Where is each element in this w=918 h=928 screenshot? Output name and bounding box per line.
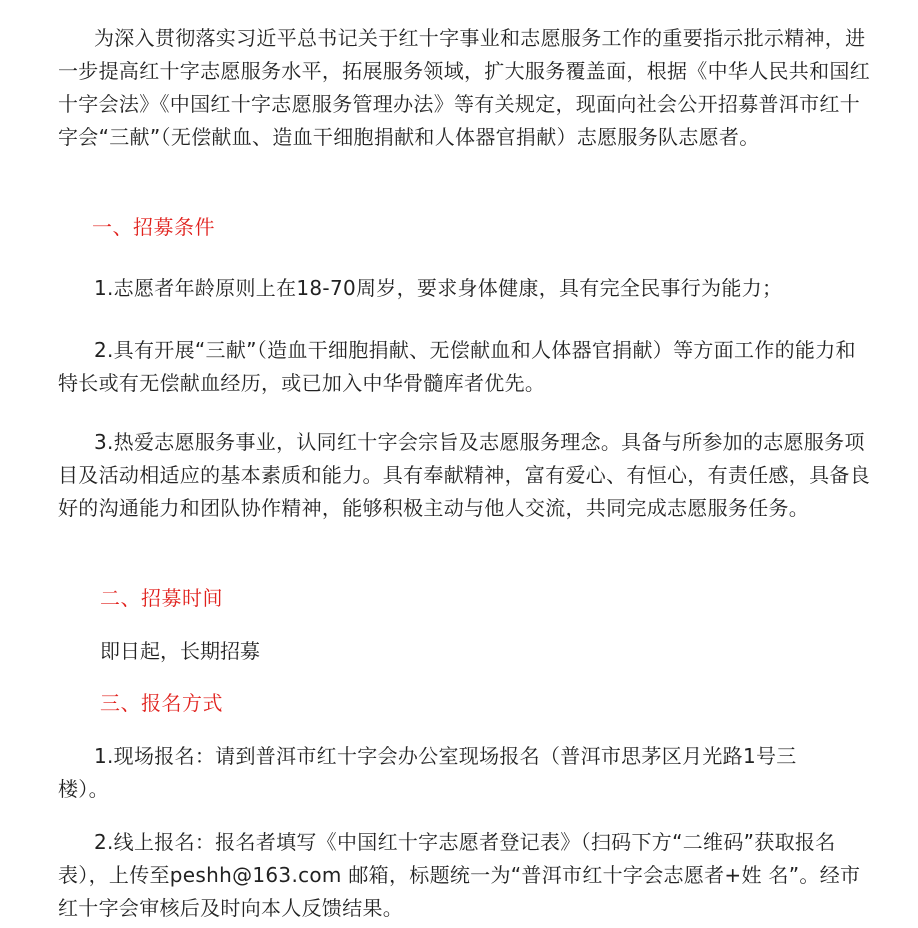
- condition-item-3: 3.热爱志愿服务事业，认同红十字会宗旨及志愿服务理念。具备与所参加的志愿服务项目及活动相适应的基本素质和能力。具有奉献精神，富有爱心、有恒心，有责任感，具备良好的沟通能力和团队协作精神，能够积极主动与他人交流，共同完成志愿服务任务。: [58, 430, 870, 520]
- intro-paragraph: 为深入贯彻落实习近平总书记关于红十字事业和志愿服务工作的重要指示批示精神，进一步提高红十字志愿服务水平，拓展服务领域，扩大服务覆盖面，根据《中华人民共和国红十字会法》《中国红十字志愿服务管理办法》等有关规定，现面向社会公开招募普洱市红十字会“三献”（无偿献血、造血干细胞捐献和人体器官捐献）志愿服务队志愿者。: [58, 26, 870, 149]
- registration-item-online: 2.线上报名：报名者填写《中国红十字志愿者登记表》（扫码下方“二维码”获取报名表），上传至peshh@163.com 邮箱，标题统一为“普洱市红十字会志愿者+姓 名”。经市红十字会审核后及时向本人反馈结果。: [58, 830, 861, 920]
- recruitment-time-text: 即日起，长期招募: [100, 639, 260, 663]
- condition-item-1: 1.志愿者年龄原则上在18-70周岁，要求身体健康，具有完全民事行为能力；: [94, 276, 783, 300]
- section-heading-recruitment-conditions: 一、招募条件: [92, 215, 215, 239]
- section-heading-recruitment-time: 二、招募时间: [100, 586, 223, 610]
- section-heading-registration-method: 三、报名方式: [100, 691, 223, 715]
- condition-item-2: 2.具有开展“三献”（造血干细胞捐献、无偿献血和人体器官捐献）等方面工作的能力和特长或有无偿献血经历，或已加入中华骨髓库者优先。: [58, 338, 856, 395]
- registration-item-onsite: 1.现场报名：请到普洱市红十字会办公室现场报名（普洱市思茅区月光路1号三楼）。: [58, 744, 797, 801]
